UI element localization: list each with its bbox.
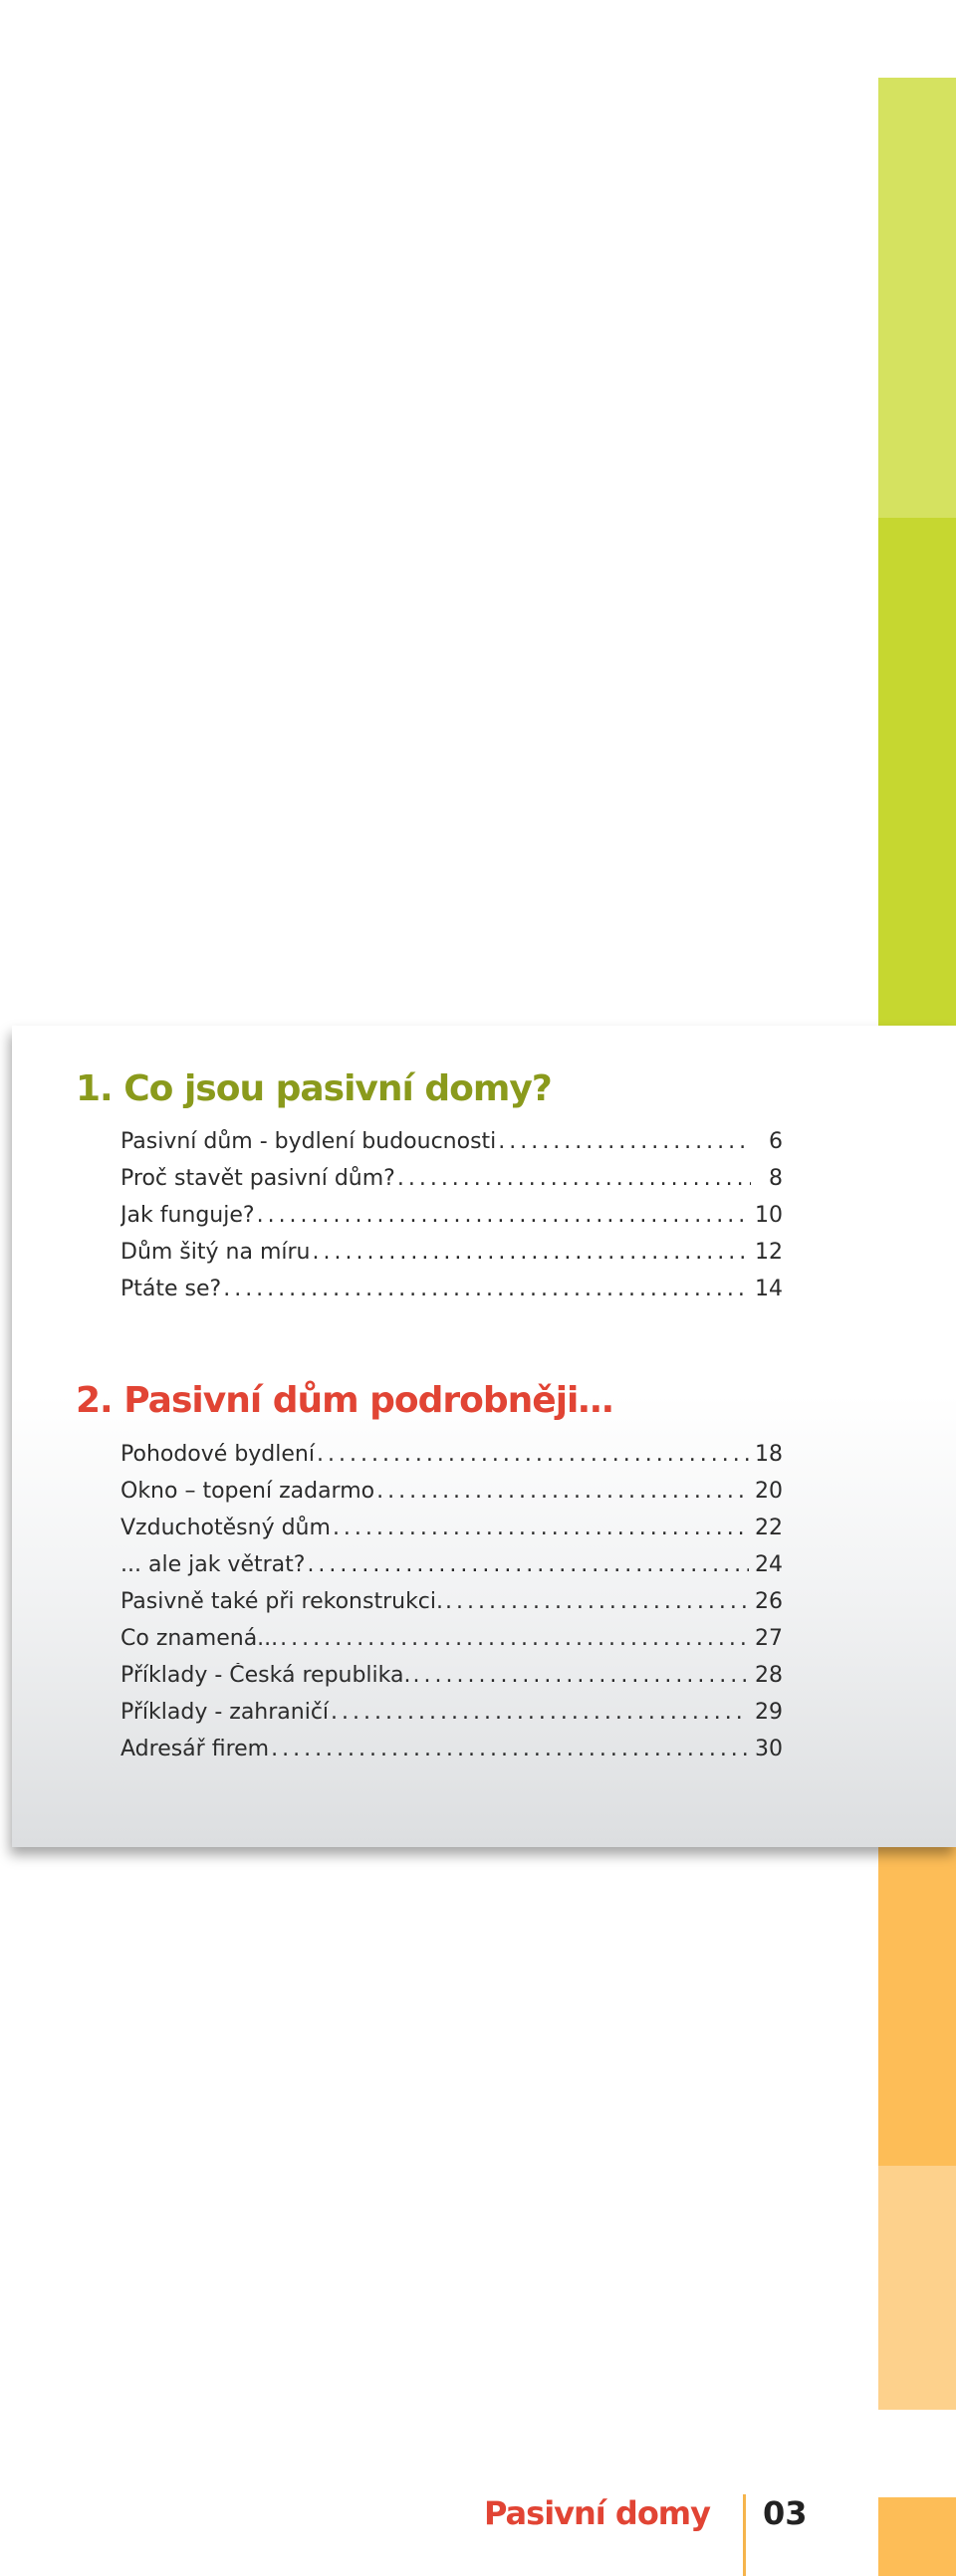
sidebar-stripe-light-green <box>878 78 956 518</box>
toc-entry[interactable] <box>120 1589 783 1626</box>
sidebar-stripe-orange <box>878 1842 956 2166</box>
toc-entry-label: Příklady - Česká republika. <box>120 1663 411 1688</box>
toc-dot-leader <box>223 1277 749 1301</box>
toc-entry-label: ... ale jak větrat? <box>120 1552 306 1577</box>
toc-entry-label: Co znamená... <box>120 1626 279 1651</box>
toc-entry[interactable] <box>120 1240 783 1277</box>
toc-entry-page: 8 <box>769 1166 783 1191</box>
table-of-contents-card <box>12 1026 956 1847</box>
toc-entry[interactable] <box>120 1129 783 1166</box>
toc-entry-label: Proč stavět pasivní dům? <box>120 1166 395 1191</box>
toc-dot-leader <box>307 1552 749 1577</box>
toc-entry-label: Jak funguje? <box>120 1203 255 1228</box>
toc-entry[interactable] <box>120 1663 783 1700</box>
toc-dot-leader <box>445 1589 749 1614</box>
footer-divider <box>743 2494 746 2576</box>
toc-entry-label: Příklady - zahraničí <box>120 1700 330 1725</box>
toc-entry-label: Vzduchotěsný dům <box>120 1516 331 1540</box>
toc-entry[interactable] <box>120 1626 783 1663</box>
sidebar-stripe-green <box>878 518 956 1028</box>
toc-dot-leader <box>331 1700 749 1725</box>
toc-entry-page: 24 <box>755 1552 783 1577</box>
toc-entry-page: 26 <box>755 1589 783 1614</box>
toc-dot-leader <box>317 1442 749 1467</box>
toc-entry-label: Pasivní dům - bydlení budoucnosti <box>120 1129 497 1154</box>
toc-entry[interactable] <box>120 1479 783 1516</box>
toc-entry-label: Adresář firem <box>120 1737 270 1761</box>
sidebar-stripe-footer-orange <box>878 2497 956 2576</box>
toc-dot-leader <box>413 1663 750 1688</box>
toc-dot-leader <box>312 1240 749 1265</box>
section-1-title[interactable]: 1. Co jsou pasivní domy? <box>76 1068 552 1109</box>
toc-entry-label: Okno – topení zadarmo <box>120 1479 375 1504</box>
section-2-entries <box>120 1442 783 1773</box>
toc-entry[interactable] <box>120 1442 783 1479</box>
toc-entry-page: 18 <box>755 1442 783 1467</box>
toc-entry-page: 20 <box>755 1479 783 1504</box>
toc-dot-leader <box>397 1166 751 1191</box>
toc-entry-page: 22 <box>755 1516 783 1540</box>
toc-entry[interactable] <box>120 1166 783 1203</box>
toc-entry-page: 29 <box>755 1700 783 1725</box>
toc-entry[interactable] <box>120 1737 783 1773</box>
toc-dot-leader <box>257 1203 749 1228</box>
toc-entry-label: Dům šitý na míru <box>120 1240 311 1265</box>
toc-entry[interactable] <box>120 1516 783 1552</box>
toc-dot-leader <box>333 1516 749 1540</box>
toc-entry[interactable] <box>120 1277 783 1313</box>
footer-publication-title: Pasivní domy <box>483 2494 710 2532</box>
toc-entry[interactable] <box>120 1203 783 1240</box>
toc-entry-page: 27 <box>755 1626 783 1651</box>
toc-entry-label: Pohodové bydlení <box>120 1442 315 1467</box>
toc-entry-label: Pasivně také při rekonstrukci. <box>120 1589 444 1614</box>
toc-entry[interactable] <box>120 1552 783 1589</box>
toc-entry-page: 12 <box>755 1240 783 1265</box>
toc-entry-label: Ptáte se? <box>120 1277 222 1301</box>
sidebar-stripe-light-orange <box>878 2166 956 2410</box>
page-number: 03 <box>763 2494 808 2532</box>
section-2-title[interactable]: 2. Pasivní dům podrobněji… <box>76 1380 613 1421</box>
toc-entry-page: 14 <box>755 1277 783 1301</box>
toc-entry-page: 6 <box>769 1129 783 1154</box>
toc-entry[interactable] <box>120 1700 783 1737</box>
toc-dot-leader <box>271 1737 749 1761</box>
section-1-entries <box>120 1129 783 1313</box>
toc-dot-leader <box>280 1626 749 1651</box>
toc-dot-leader <box>498 1129 751 1154</box>
toc-entry-page: 28 <box>755 1663 783 1688</box>
toc-entry-page: 10 <box>755 1203 783 1228</box>
toc-entry-page: 30 <box>755 1737 783 1761</box>
toc-dot-leader <box>376 1479 749 1504</box>
